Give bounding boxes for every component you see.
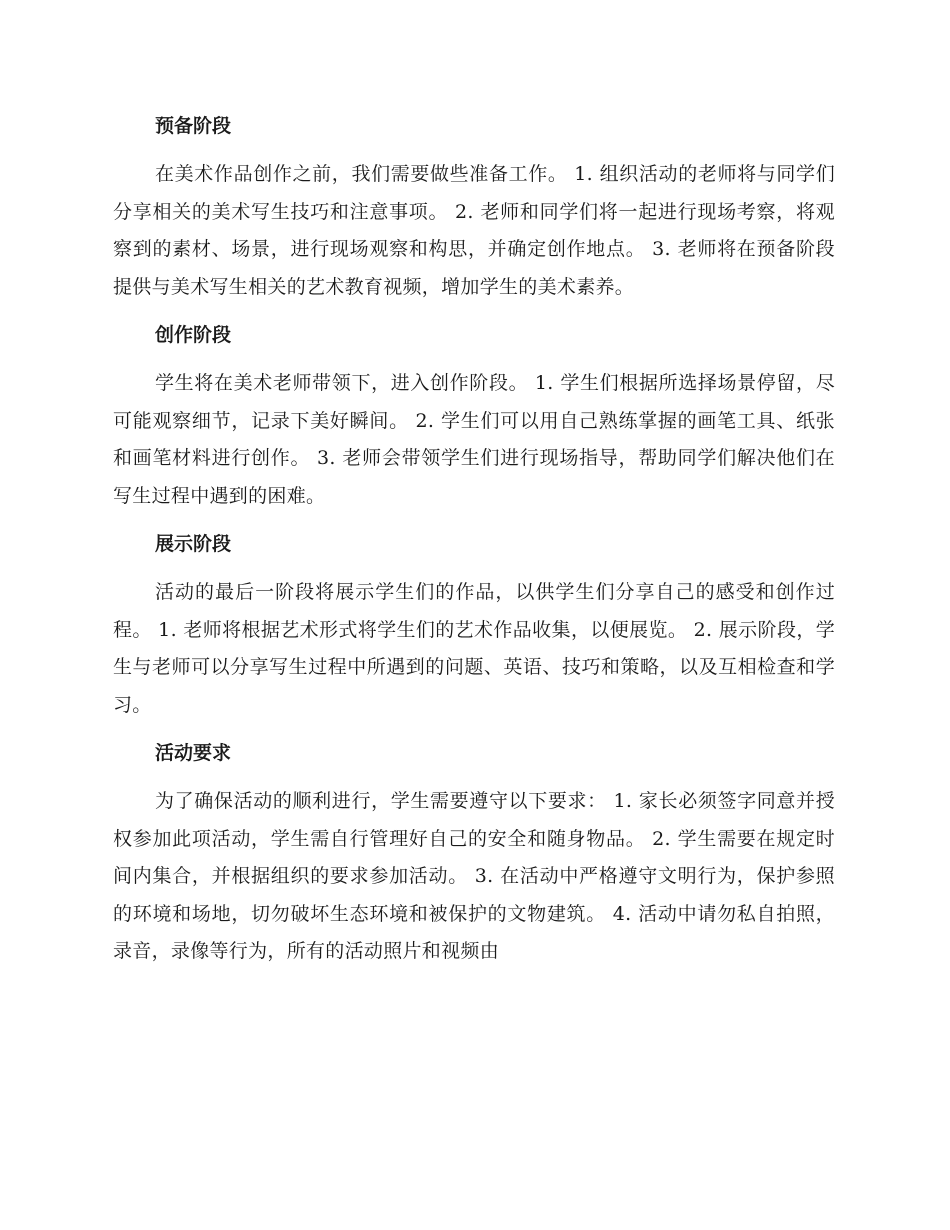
section-body-creation: 学生将在美术老师带领下，进入创作阶段。 1. 学生们根据所选择场景停留，尽可能观察细节，记录下美好瞬间。 2. 学生们可以用自己熟练掌握的画笔工具、纸张和画笔材料进行创作。 3. 老师会带领学生们进行现场指导，帮助同学们解决他们在写生过程中遇到的困难。 bbox=[113, 372, 835, 507]
section-heading-preparation: 预备阶段 bbox=[155, 115, 232, 137]
section-heading-exhibition: 展示阶段 bbox=[155, 533, 232, 555]
section-body-exhibition: 活动的最后一阶段将展示学生们的作品，以供学生们分享自己的感受和创作过程。 1. 老师将根据艺术形式将学生们的艺术作品收集，以便展览。 2. 展示阶段，学生与老师可以分享写生过程中所遇到的问题、英语、技巧和策略，以及互相检查和学习。 bbox=[113, 581, 835, 716]
section-body-preparation: 在美术作品创作之前，我们需要做些准备工作。 1. 组织活动的老师将与同学们分享相关的美术写生技巧和注意事项。 2. 老师和同学们将一起进行现场考察，将观察到的素材、场景，进行现场观察和构思，并确定创作地点。 3. 老师将在预备阶段提供与美术写生相关的艺术教育视频，增加学生的美术素养。 bbox=[113, 163, 835, 298]
document-page bbox=[113, 108, 835, 982]
section-heading-creation: 创作阶段 bbox=[155, 324, 232, 346]
section-heading-requirements: 活动要求 bbox=[155, 742, 232, 764]
section-body-requirements: 为了确保活动的顺利进行，学生需要遵守以下要求： 1. 家长必须签字同意并授权参加此项活动，学生需自行管理好自己的安全和随身物品。 2. 学生需要在规定时间内集合，并根据组织的要求参加活动。 3. 在活动中严格遵守文明行为，保护参照的环境和场地，切勿破坏生态环境和被保护的文物建筑。 4. 活动中请勿私自拍照，录音，录像等行为，所有的活动照片和视频由 bbox=[113, 790, 835, 962]
